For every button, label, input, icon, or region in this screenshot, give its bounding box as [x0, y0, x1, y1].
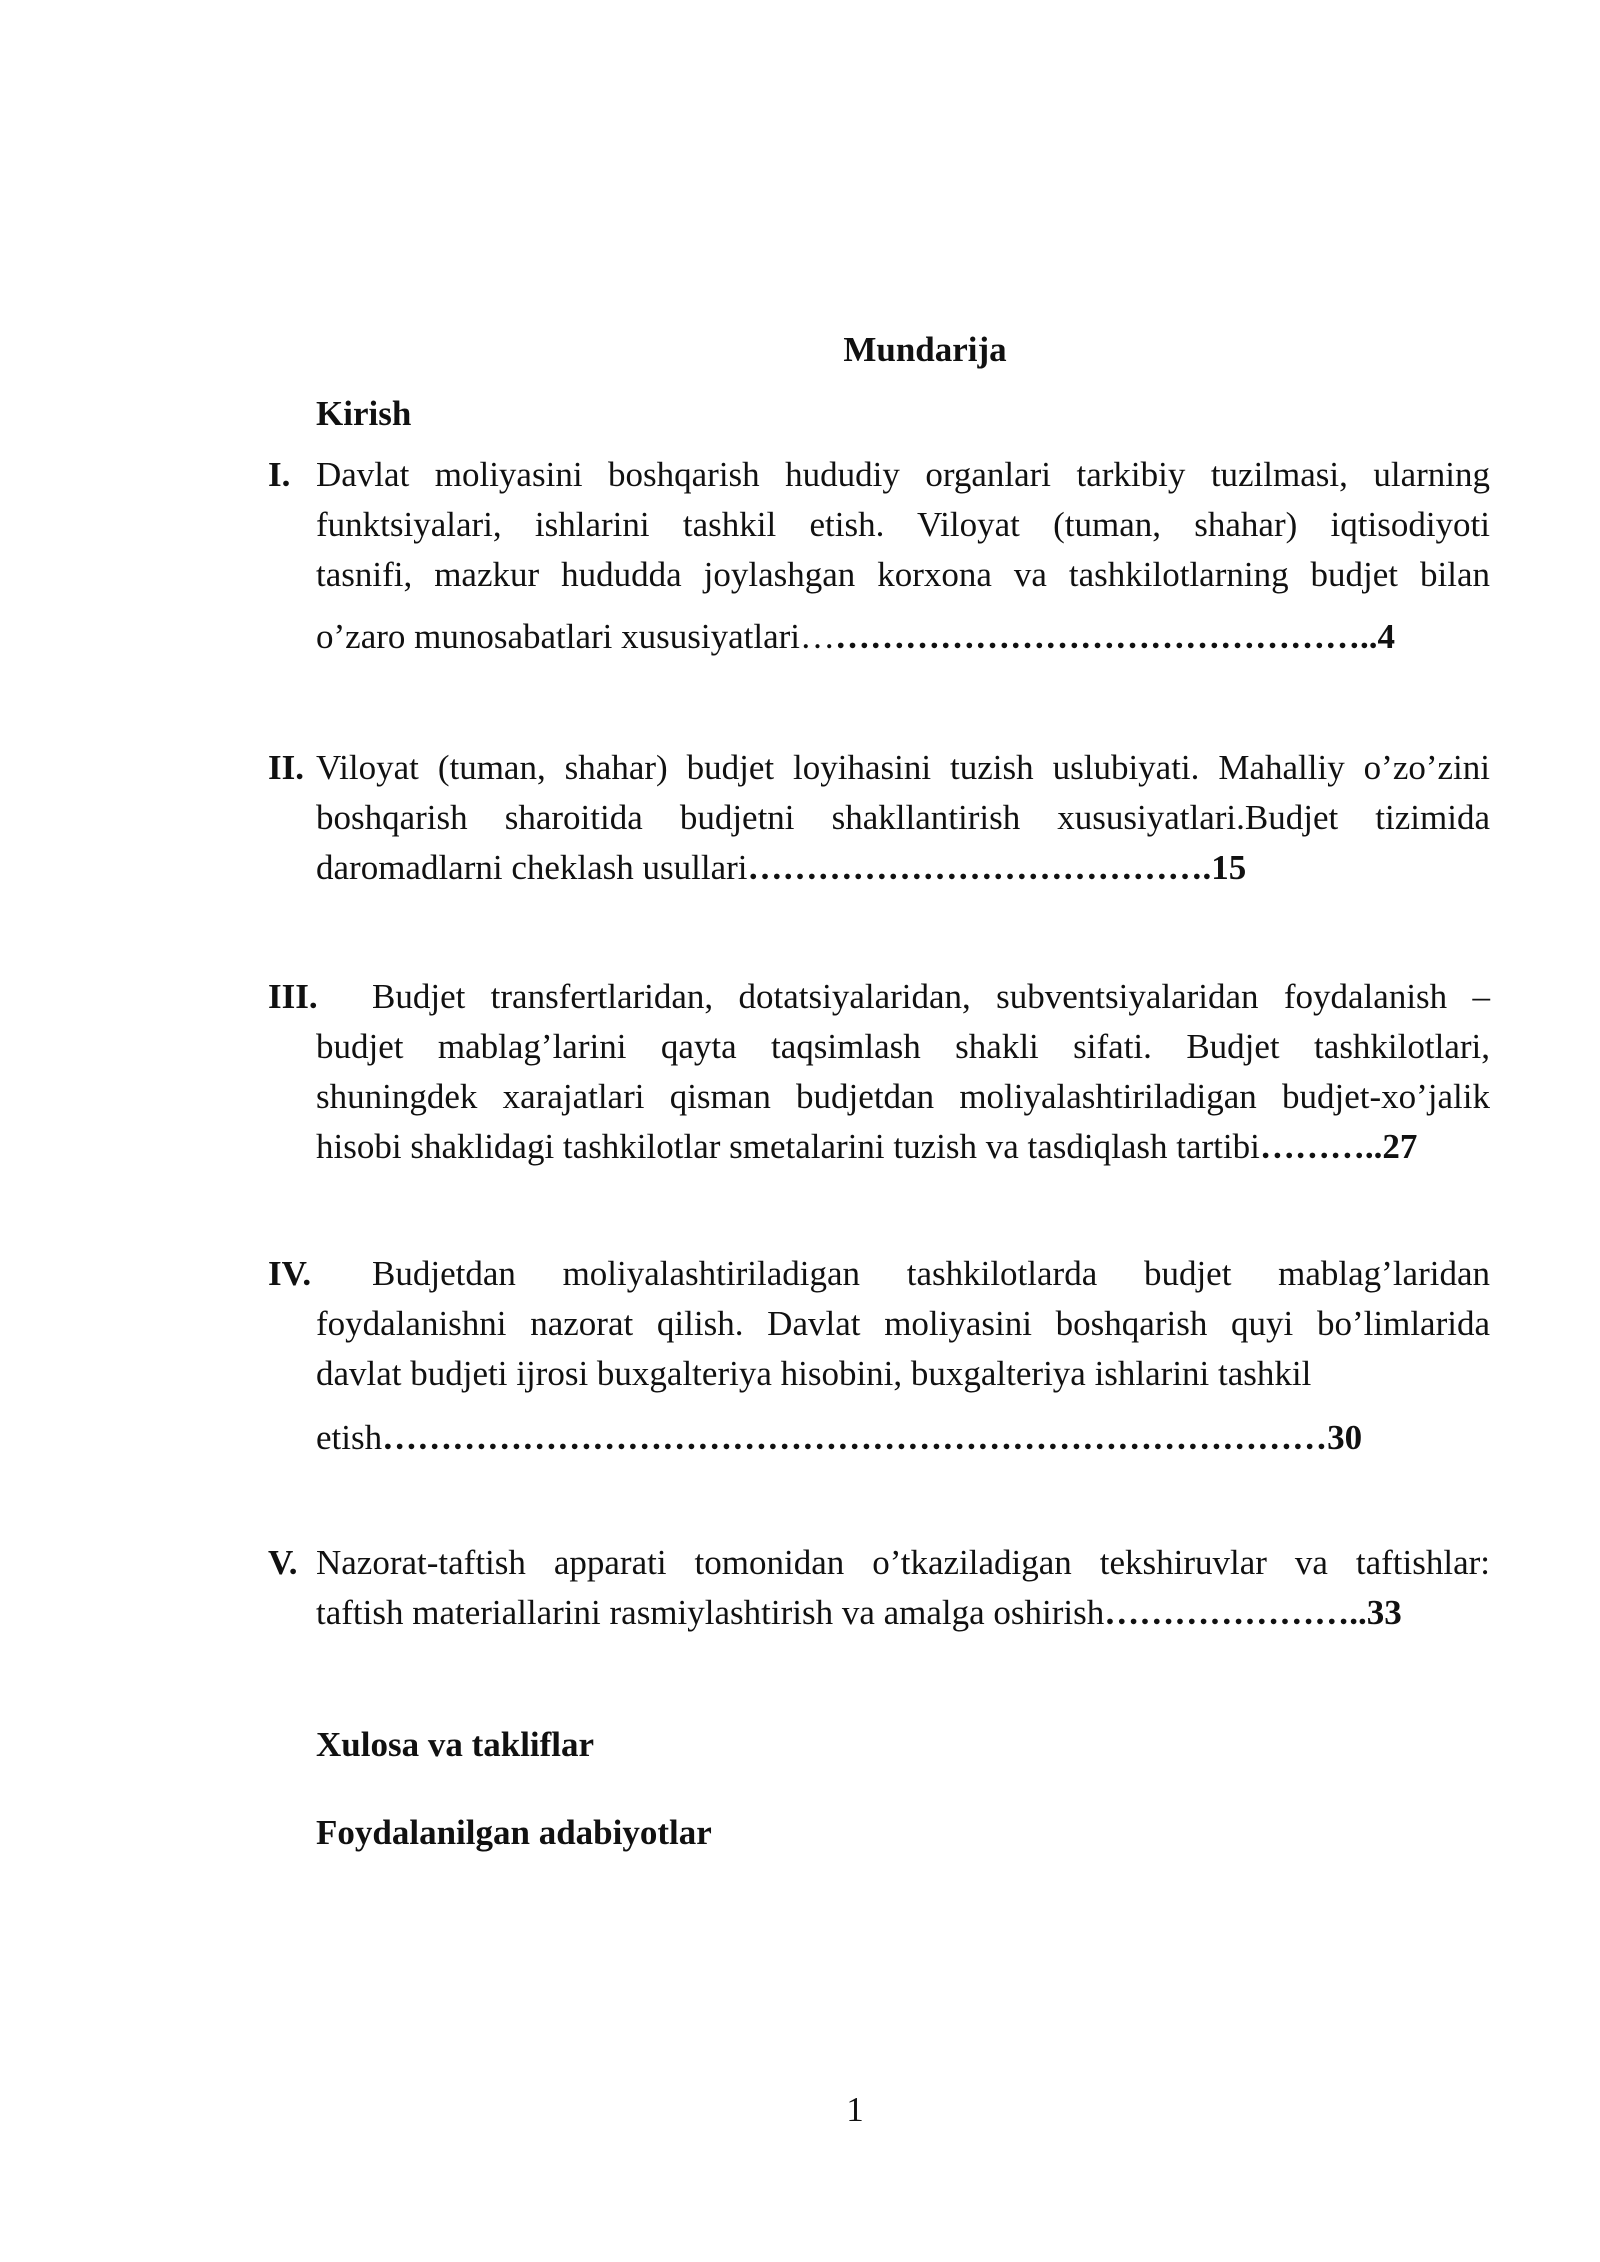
entry-line: Nazorat-taftish apparati tomonidan o’tkaziladigan tekshiruvlar va taftishlar:: [316, 1543, 1490, 1582]
entry-line: budjet mablag’larini qayta taqsimlash shakli sifati. Budjet tashkilotlari,: [316, 1027, 1490, 1066]
dot-leader: ………………………………………..: [835, 617, 1378, 656]
toc-entry-5: [268, 1538, 1490, 1638]
toc-title: Mundarija: [843, 330, 1007, 369]
toc-conclusion: Xulosa va takliflar: [316, 1725, 595, 1764]
entry-line: Viloyat (tuman, shahar) budjet loyihasini tuzish uslubiyati. Mahalliy o’zo’zini: [316, 748, 1490, 787]
dot-leader: ………………………………….: [747, 848, 1212, 887]
toc-entry-2: [268, 743, 1490, 893]
dot-leader: ………………………………………………………………………: [382, 1418, 1328, 1457]
entry-last-line: [316, 1122, 1490, 1172]
page-ref: 15: [1211, 848, 1247, 887]
entry-line: tasnifi, mazkur hududda joylashgan korxona va tashkilotlarning budjet bilan: [316, 555, 1490, 594]
dot-leader: ………..: [1259, 1127, 1383, 1166]
page-number: 1: [846, 2090, 864, 2129]
entry-line: hisobi shaklidagi tashkilotlar smetalarini tuzish va tasdiqlash tartibi: [316, 1127, 1260, 1166]
toc-entry-4: [268, 1249, 1490, 1463]
dot-leader: …………………..: [1104, 1593, 1367, 1632]
entry-number: II.: [268, 748, 304, 787]
toc-intro: Kirish: [316, 394, 412, 433]
entry-line-plain: [316, 1349, 1490, 1399]
entry-last-line: [316, 612, 1490, 662]
page-ref: 27: [1382, 1127, 1418, 1166]
entry-line: shuningdek xarajatlari qisman budjetdan moliyalashtiriladigan budjet-xo’jalik: [316, 1077, 1490, 1116]
page-ref: 30: [1327, 1418, 1363, 1457]
entry-line: foydalanishni nazorat qilish. Davlat moliyasini boshqarish quyi bo’limlarida: [316, 1304, 1490, 1343]
entry-line: o’zaro munosabatlari xususiyatlari…: [316, 617, 836, 656]
entry-last-line: [316, 1588, 1490, 1638]
entry-line: funktsiyalari, ishlarini tashkil etish. Viloyat (tuman, shahar) iqtisodiyoti: [316, 505, 1490, 544]
entry-line: Budjet transfertlaridan, dotatsiyalaridan, subventsiyalaridan foydalanish –: [372, 977, 1490, 1016]
page-ref: 4: [1377, 617, 1396, 656]
entry-line: Davlat moliyasini boshqarish hududiy organlari tarkibiy tuzilmasi, ularning: [316, 455, 1490, 494]
toc-entry-3: [268, 972, 1490, 1172]
entry-line: Budjetdan moliyalashtiriladigan tashkilotlarda budjet mablag’laridan: [372, 1254, 1490, 1293]
page-ref: 33: [1366, 1593, 1402, 1632]
entry-last-line: [316, 1413, 1490, 1463]
entry-number: IV.: [268, 1254, 312, 1293]
entry-line: etish: [316, 1418, 383, 1457]
entry-line: davlat budjeti ijrosi buxgalteriya hisobini, buxgalteriya ishlarini tashkil: [316, 1354, 1312, 1393]
entry-number: V.: [268, 1543, 298, 1582]
entry-line: boshqarish sharoitida budjetni shakllantirish xususiyatlari.Budjet tizimida: [316, 798, 1490, 837]
entry-line: taftish materiallarini rasmiylashtirish va amalga oshirish: [316, 1593, 1105, 1632]
entry-last-line: [316, 843, 1490, 893]
toc-entry-1: [268, 450, 1490, 662]
toc-references: Foydalanilgan adabiyotlar: [316, 1813, 712, 1852]
entry-number: III.: [268, 977, 318, 1016]
entry-number: I.: [268, 455, 291, 494]
entry-line: daromadlarni cheklash usullari: [316, 848, 748, 887]
